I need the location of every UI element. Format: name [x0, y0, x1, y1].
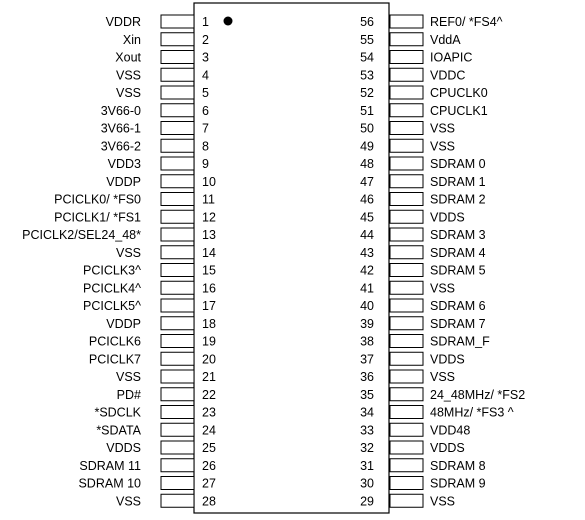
- right-pin-number: 46: [360, 192, 374, 207]
- right-pin-name: VSS: [430, 139, 456, 154]
- left-pin-box: [161, 441, 194, 454]
- right-pin-name: 24_48MHz/ *FS2: [430, 387, 526, 402]
- right-pin-name: SDRAM 5: [430, 263, 486, 278]
- left-pin-number: 25: [202, 441, 216, 455]
- right-pin-box: [390, 477, 423, 490]
- right-pin-name: VDDS: [430, 352, 465, 367]
- left-pin-box: [161, 459, 194, 472]
- right-pin-name: VSS: [430, 121, 456, 136]
- right-pin-name: VDDS: [430, 210, 465, 225]
- right-pin-box: [390, 423, 423, 436]
- left-pin-row: [22, 228, 216, 242]
- left-pin-name: PCICLK1/ *FS1: [54, 210, 141, 225]
- right-pin-box: [390, 441, 423, 454]
- left-pin-number: 1: [202, 15, 209, 29]
- right-pin-number: 37: [360, 352, 374, 367]
- right-pin-box: [390, 459, 423, 472]
- right-pin-name: SDRAM 7: [430, 316, 486, 331]
- left-pin-name: VDDS: [106, 441, 141, 455]
- right-pin-number: 31: [360, 458, 374, 473]
- right-pin-box: [390, 51, 423, 64]
- left-pin-name: PCICLK5^: [83, 299, 141, 313]
- left-pin-box: [161, 104, 194, 117]
- left-pin-box: [161, 477, 194, 490]
- right-pin-number: 42: [360, 263, 374, 278]
- right-pin-box: [390, 494, 423, 507]
- left-pin-box: [161, 388, 194, 401]
- right-pin-name: CPUCLK0: [430, 86, 488, 100]
- left-pin-row: [108, 157, 209, 171]
- pin1-indicator-dot: [224, 17, 233, 26]
- left-pin-name: VSS: [115, 68, 141, 83]
- right-pin-box: [390, 68, 423, 81]
- left-pin-number: 24: [202, 423, 216, 438]
- left-pin-box: [161, 352, 194, 365]
- left-pin-box: [161, 139, 194, 152]
- left-pin-box: [161, 51, 194, 64]
- right-pin-box: [390, 388, 423, 401]
- left-pin-number: 3: [202, 50, 209, 65]
- left-pin-number: 13: [202, 228, 216, 242]
- right-pin-number: 43: [360, 245, 374, 260]
- left-pin-name: VSS: [115, 245, 141, 260]
- left-pin-row: [54, 193, 215, 207]
- left-pin-name: VDD3: [107, 157, 141, 171]
- right-pin-box: [390, 33, 423, 46]
- right-pin-number: 56: [360, 15, 374, 29]
- right-pin-box: [390, 264, 423, 277]
- left-pin-box: [161, 15, 194, 28]
- left-pin-name: *SDATA: [96, 423, 141, 438]
- left-pin-name: PCICLK4^: [83, 281, 141, 296]
- right-pin-box: [390, 175, 423, 188]
- right-pin-number: 35: [360, 387, 374, 402]
- left-pin-box: [161, 33, 194, 46]
- right-pin-box: [390, 317, 423, 330]
- left-pin-row: [101, 104, 209, 118]
- left-pin-box: [161, 246, 194, 259]
- right-pin-name: REF0/ *FS4^: [430, 15, 503, 29]
- left-pin-number: 22: [202, 387, 216, 402]
- right-pin-number: 40: [360, 299, 374, 313]
- right-pin-number: 53: [360, 68, 374, 83]
- left-pin-row: [101, 122, 209, 136]
- right-pin-name: SDRAM 0: [430, 157, 486, 171]
- left-pin-box: [161, 228, 194, 241]
- left-pin-number: 8: [202, 139, 209, 154]
- left-pin-name: PCICLK3^: [83, 263, 141, 278]
- right-pin-box: [390, 86, 423, 99]
- left-pin-number: 27: [202, 476, 216, 491]
- right-pin-number: 29: [360, 494, 374, 509]
- left-pin-box: [161, 423, 194, 436]
- left-pin-name: VDDR: [105, 15, 141, 29]
- right-pin-box: [390, 228, 423, 241]
- left-pin-number: 19: [202, 334, 216, 349]
- left-pin-box: [161, 175, 194, 188]
- left-pin-box: [161, 317, 194, 330]
- right-pin-box: [390, 157, 423, 170]
- right-pin-box: [390, 370, 423, 383]
- right-pin-number: 38: [360, 334, 374, 349]
- right-pin-box: [390, 246, 423, 259]
- left-pin-number: 11: [202, 192, 215, 207]
- right-pin-number: 34: [360, 405, 374, 420]
- right-pin-box: [390, 210, 423, 223]
- left-pin-number: 17: [202, 299, 216, 313]
- left-pin-number: 12: [202, 210, 216, 225]
- right-pin-box: [390, 104, 423, 117]
- left-pin-box: [161, 281, 194, 294]
- right-pin-name: SDRAM 1: [430, 174, 486, 189]
- right-pin-name: SDRAM 9: [430, 476, 486, 491]
- right-pin-box: [390, 299, 423, 312]
- left-pin-name: SDRAM 10: [78, 476, 141, 491]
- left-pin-box: [161, 193, 194, 206]
- left-pin-box: [161, 122, 194, 135]
- left-pin-row: [106, 15, 209, 29]
- left-pin-box: [161, 406, 194, 419]
- right-pin-box: [390, 335, 423, 348]
- right-pin-name: SDRAM 8: [430, 458, 486, 473]
- right-pin-name: SDRAM 2: [430, 192, 486, 207]
- left-pin-box: [161, 68, 194, 81]
- right-pin-name: SDRAM 6: [430, 299, 486, 313]
- left-pin-name: VDDP: [106, 174, 141, 189]
- left-pin-number: 14: [202, 245, 216, 260]
- left-pin-number: 26: [202, 458, 216, 473]
- right-pin-number: 45: [360, 210, 374, 225]
- right-pin-box: [390, 193, 423, 206]
- left-pin-name: PCICLK6: [88, 334, 141, 349]
- left-pin-name: PD#: [116, 387, 141, 402]
- right-pin-name: 48MHz/ *FS3 ^: [430, 405, 514, 420]
- right-pin-name: VddA: [430, 32, 461, 47]
- right-pin-name: CPUCLK1: [430, 103, 488, 118]
- right-pin-number: 36: [360, 370, 374, 384]
- right-pin-box: [390, 352, 423, 365]
- right-pin-number: 50: [360, 121, 374, 136]
- right-pin-box: [390, 406, 423, 419]
- left-pin-name: 3V66-1: [100, 121, 141, 136]
- right-pin-number: 52: [360, 86, 374, 100]
- left-pin-number: 16: [202, 281, 216, 296]
- right-pin-name: VSS: [430, 370, 456, 384]
- right-pin-number: 54: [360, 50, 374, 65]
- right-pin-number: 32: [360, 441, 374, 455]
- left-pin-box: [161, 299, 194, 312]
- left-pin-box: [161, 264, 194, 277]
- right-pin-number: 39: [360, 316, 374, 331]
- left-pin-name: 3V66-0: [100, 103, 141, 118]
- left-pin-name: SDRAM 11: [79, 458, 141, 473]
- left-pin-name: VSS: [115, 494, 141, 509]
- left-pin-name: PCICLK2/SEL24_48*: [22, 228, 141, 242]
- right-pin-number: 51: [360, 103, 374, 118]
- right-pin-number: 30: [360, 476, 374, 491]
- right-pin-box: [390, 15, 423, 28]
- left-pin-name: VSS: [115, 86, 141, 100]
- left-pin-box: [161, 86, 194, 99]
- right-pin-name: SDRAM 3: [430, 228, 486, 242]
- left-pin-name: VSS: [115, 370, 141, 384]
- left-pin-row: [117, 388, 216, 402]
- left-pin-number: 18: [202, 316, 216, 331]
- right-pin-name: IOAPIC: [430, 50, 473, 65]
- left-pin-name: PCICLK0/ *FS0: [54, 192, 141, 207]
- right-pin-number: 49: [360, 139, 374, 154]
- right-pin-number: 33: [360, 423, 374, 438]
- left-pin-box: [161, 494, 194, 507]
- right-pin-number: 41: [360, 281, 374, 296]
- right-pin-name: VDDC: [430, 68, 466, 83]
- left-pin-name: 3V66-2: [100, 139, 141, 154]
- left-pin-number: 4: [202, 68, 209, 83]
- right-pin-name: SDRAM_F: [430, 334, 490, 349]
- left-pin-number: 21: [202, 370, 216, 384]
- left-pin-name: Xin: [122, 32, 141, 47]
- left-pin-number: 28: [202, 494, 216, 509]
- right-pin-name: SDRAM 4: [430, 245, 486, 260]
- left-pin-number: 5: [202, 86, 209, 100]
- left-pin-number: 6: [202, 103, 209, 118]
- left-pin-number: 10: [202, 174, 216, 189]
- left-pin-name: *SDCLK: [94, 405, 141, 420]
- left-pin-row: [54, 210, 216, 224]
- left-pin-box: [161, 210, 194, 223]
- left-pin-number: 9: [202, 157, 209, 171]
- left-pin-column: [22, 15, 216, 508]
- left-pin-number: 20: [202, 352, 216, 367]
- right-pin-name: VSS: [430, 281, 456, 296]
- left-pin-number: 2: [202, 32, 209, 47]
- left-pin-number: 23: [202, 405, 216, 420]
- right-pin-name: VSS: [430, 494, 456, 509]
- right-pin-number: 44: [360, 228, 374, 242]
- right-pin-box: [390, 122, 423, 135]
- left-pin-row: [101, 139, 209, 153]
- left-pin-number: 7: [202, 121, 209, 136]
- left-pin-number: 15: [202, 263, 216, 278]
- left-pin-name: VDDP: [106, 316, 141, 331]
- right-pin-box: [390, 281, 423, 294]
- right-pin-box: [390, 139, 423, 152]
- right-pin-number: 47: [360, 174, 374, 189]
- left-pin-name: Xout: [115, 50, 141, 65]
- left-pin-name: PCICLK7: [88, 352, 141, 367]
- left-pin-box: [161, 370, 194, 383]
- right-pin-name: VDDS: [430, 441, 465, 455]
- right-pin-name: VDD48: [430, 423, 471, 438]
- right-pin-number: 55: [360, 32, 374, 47]
- left-pin-box: [161, 157, 194, 170]
- right-pin-number: 48: [360, 157, 374, 171]
- left-pin-box: [161, 335, 194, 348]
